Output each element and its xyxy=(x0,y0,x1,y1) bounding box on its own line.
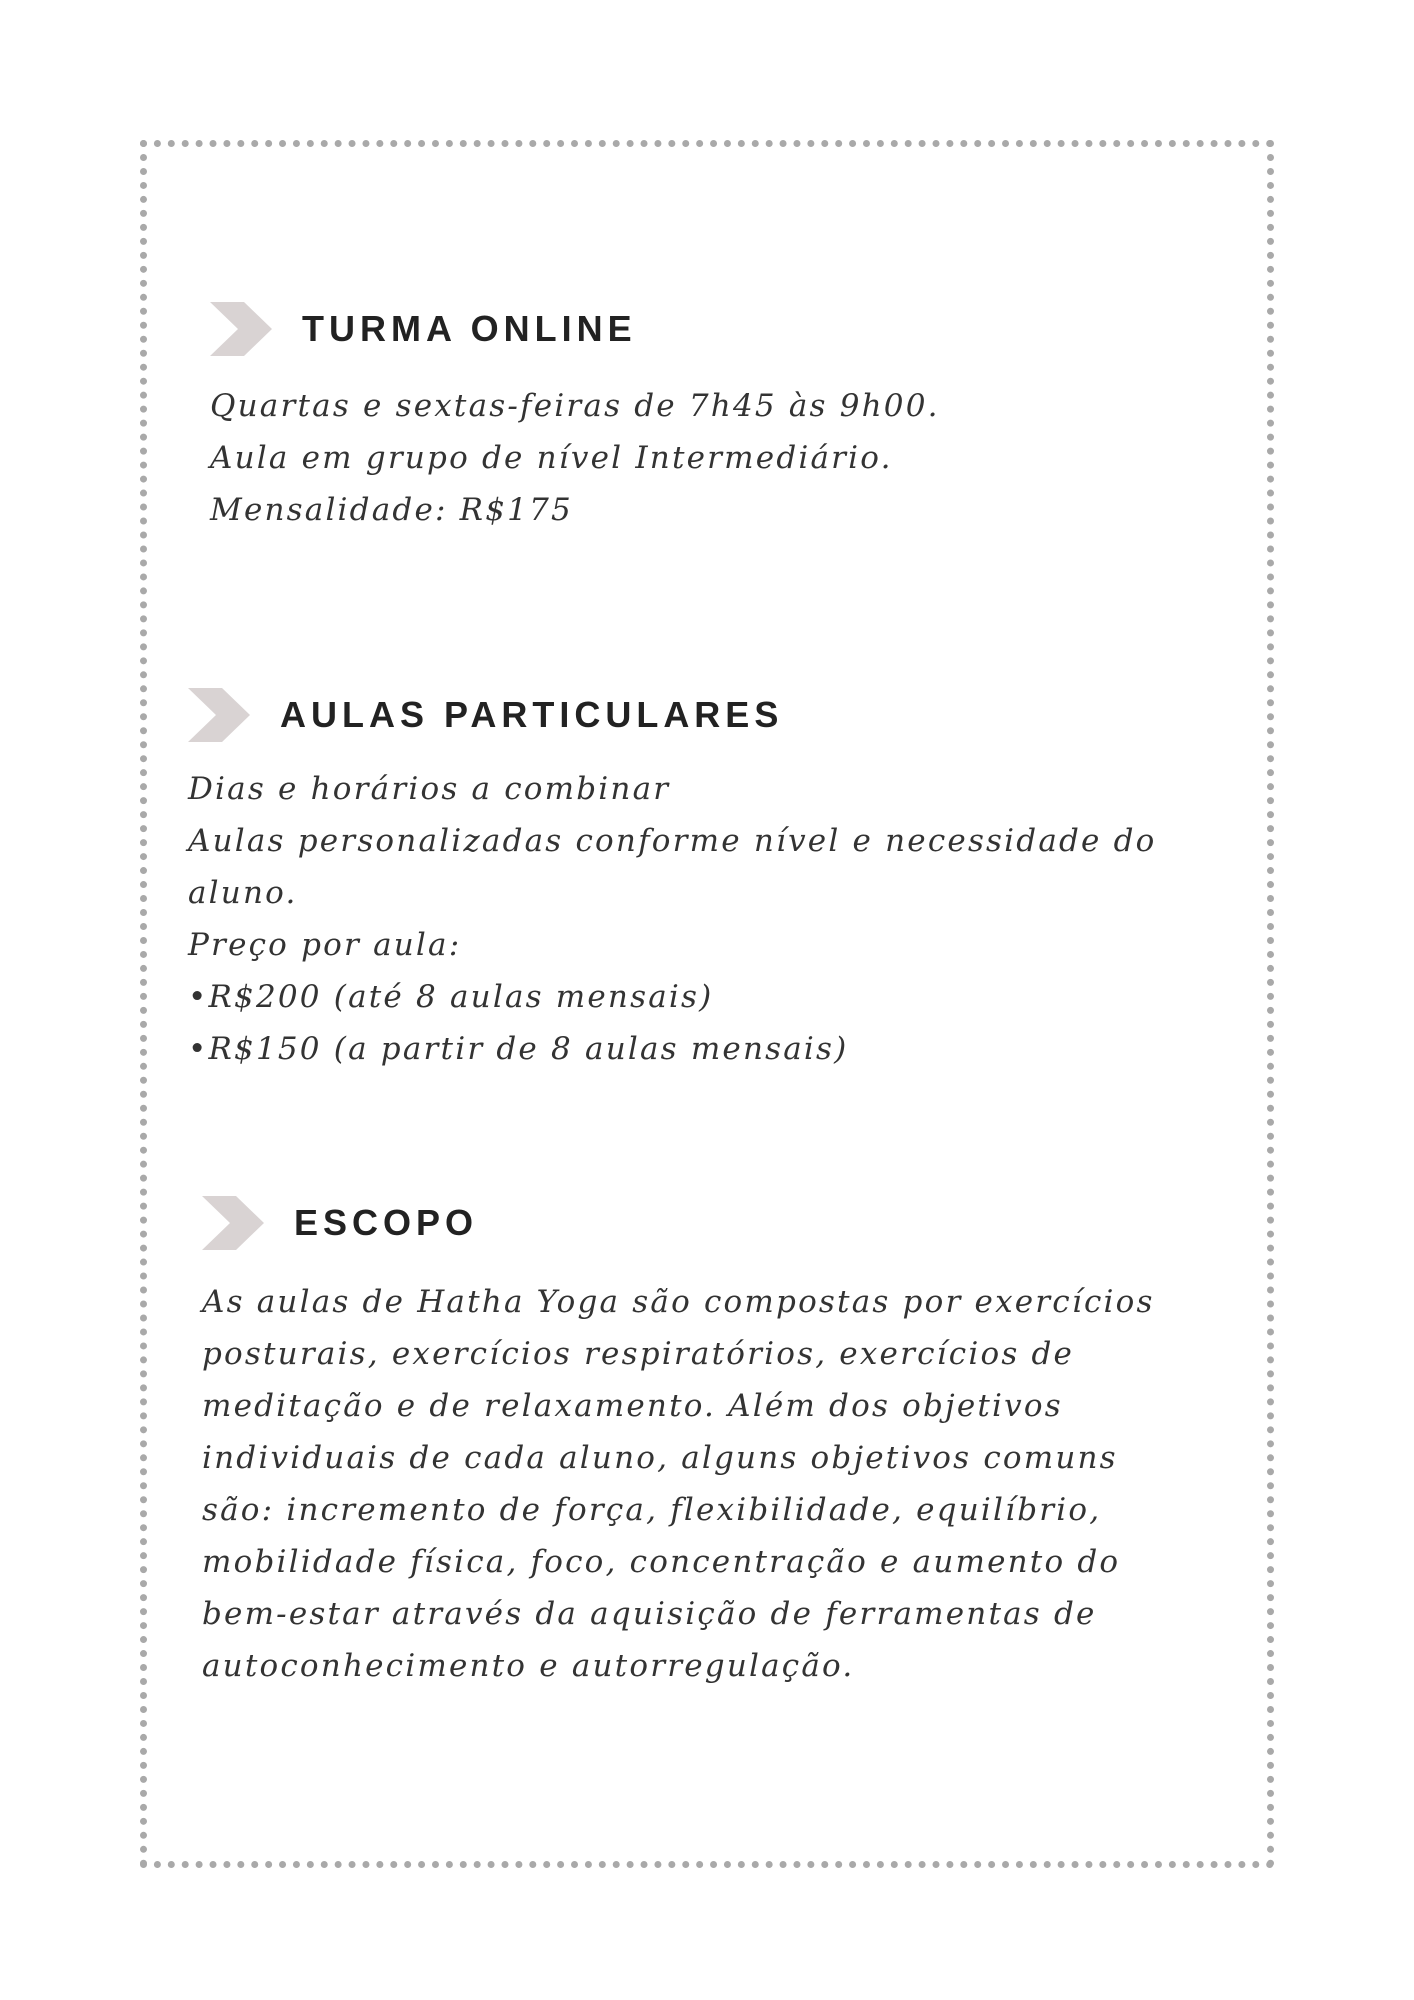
section-body-turma-online xyxy=(210,380,940,536)
text-line: Aula em grupo de nível Intermediário. xyxy=(210,440,893,476)
section-header-aulas-particulares xyxy=(188,688,783,742)
text-line: aluno. xyxy=(188,875,298,911)
text-line: As aulas de Hatha Yoga são compostas por exercícios xyxy=(202,1284,1155,1320)
text-line: mobilidade física, foco, concentração e aumento do xyxy=(202,1544,1121,1580)
text-line: Preço por aula: xyxy=(188,927,462,963)
section-header-turma-online xyxy=(210,302,637,356)
text-line: meditação e de relaxamento. Além dos objetivos xyxy=(202,1388,1063,1424)
section-heading: TURMA ONLINE xyxy=(302,308,637,349)
section-header-escopo xyxy=(202,1196,478,1250)
text-line: individuais de cada aluno, alguns objetivos comuns xyxy=(202,1440,1118,1476)
text-line: Dias e horários a combinar xyxy=(188,771,671,807)
section-body-escopo xyxy=(202,1276,1155,1692)
section-heading: AULAS PARTICULARES xyxy=(280,694,784,735)
chevron-right-icon xyxy=(188,688,250,742)
text-line: bem-estar através da aquisição de ferramentas de xyxy=(202,1596,1097,1632)
text-line: posturais, exercícios respiratórios, exercícios de xyxy=(202,1336,1075,1372)
chevron-right-icon xyxy=(210,302,272,356)
text-line: autoconhecimento e autorregulação. xyxy=(202,1648,855,1684)
text-line: Quartas e sextas-feiras de 7h45 às 9h00. xyxy=(210,388,940,424)
section-heading: ESCOPO xyxy=(294,1202,479,1243)
text-line: Aulas personalizadas conforme nível e necessidade do xyxy=(188,823,1157,859)
chevron-right-icon xyxy=(202,1196,264,1250)
text-line: •R$200 (até 8 aulas mensais) xyxy=(188,979,714,1015)
text-line: são: incremento de força, flexibilidade, equilíbrio, xyxy=(202,1492,1102,1528)
section-body-aulas-particulares xyxy=(188,763,1157,1075)
text-line: •R$150 (a partir de 8 aulas mensais) xyxy=(188,1031,849,1067)
text-line: Mensalidade: R$175 xyxy=(210,492,573,528)
